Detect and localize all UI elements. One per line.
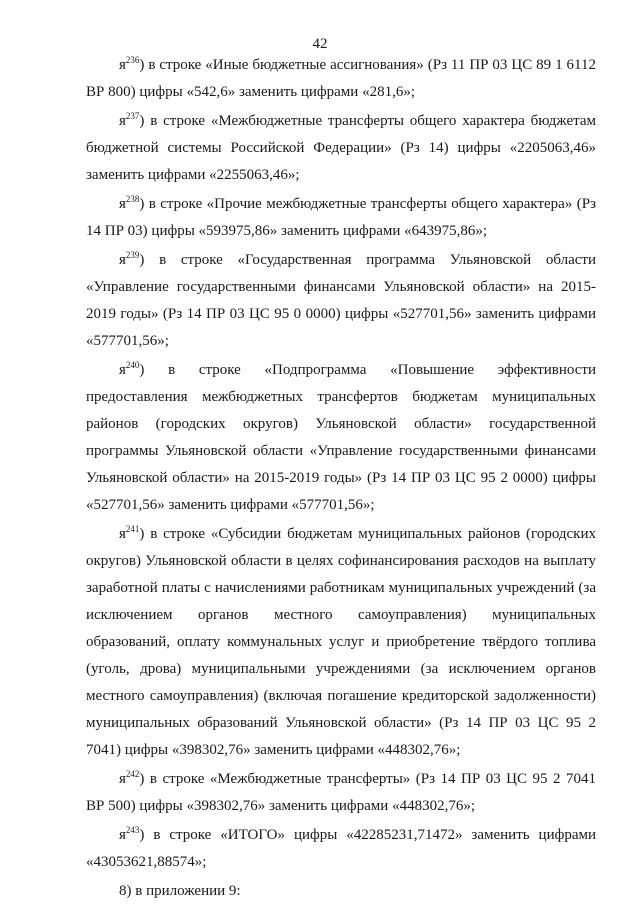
item-letter: я [119, 362, 126, 378]
item-superscript: 238 [125, 194, 140, 204]
item-superscript: 237 [125, 111, 140, 121]
item-letter: я [119, 827, 126, 843]
amendment-item-243 [86, 822, 596, 876]
document-body [86, 52, 596, 907]
item-text: ) в строке «Межбюджетные трансферты общего характера бюджетам бюджетной системы Российской Федерации» (Рз 14) цифры «2205063,46» заменить цифрами «2255063,46»; [86, 113, 596, 183]
item-text: ) в строке «Субсидии бюджетам муниципальных районов (городских округов) Ульяновской области в целях софинансирования расходов на выплату заработной платы с начислениями работникам муниципальных учреждений (за исключением органов местного самоуправления) муниципальных образований, оплату коммунальных услуг и приобретение твёрдого топлива (уголь, дрова) муниципальными учреждениями (за исключением органов местного самоуправления) (включая погашение кредиторской задолженности) муниципальных образований Ульяновской области» (Рз 14 ПР 03 ЦС 95 2 7041) цифры «398302,76» заменить цифрами «448302,76»; [86, 526, 596, 758]
item-letter: я [119, 252, 126, 268]
item-superscript: 242 [125, 769, 140, 779]
amendment-item-238 [86, 191, 596, 245]
item-letter: я [119, 771, 126, 787]
item-superscript: 243 [125, 825, 140, 835]
amendment-item-242 [86, 766, 596, 820]
amendment-item-236 [86, 52, 596, 106]
item-text: ) в строке «Подпрограмма «Повышение эффективности предоставления межбюджетных трансфертов бюджетам муниципальных районов (городских округов) Ульяновской области» государственной программы Ульяновской области «Управление государственными финансами Ульяновской области» на 2015-2019 годы» (Рз 14 ПР 03 ЦС 95 2 0000) цифры «527701,56» заменить цифрами «577701,56»; [86, 362, 596, 513]
amendment-item-239 [86, 247, 596, 355]
item-superscript: 240 [125, 360, 140, 370]
item-text: ) в строке «Прочие межбюджетные трансферты общего характера» (Рз 14 ПР 03) цифры «593975,86» заменить цифрами «643975,86»; [86, 196, 596, 239]
item-text: ) в строке «Государственная программа Ульяновской области «Управление государственными финансами Ульяновской области» на 2015-2019 годы» (Рз 14 ПР 03 ЦС 95 0 0000) цифры «527701,56» заменить цифрами «577701,56»; [86, 252, 596, 349]
item-letter: я [119, 113, 126, 129]
item-letter: я [119, 526, 126, 542]
item-text: ) в строке «ИТОГО» цифры «42285231,71472» заменить цифрами «43053621,88574»; [86, 827, 596, 870]
section-item-8: 8) в приложении 9: [119, 883, 241, 899]
item-superscript: 239 [125, 250, 140, 260]
amendment-item-241 [86, 521, 596, 764]
amendment-item-240 [86, 357, 596, 519]
item-superscript: 236 [125, 55, 140, 65]
amendment-item-237 [86, 108, 596, 189]
page-number: 42 [312, 36, 328, 52]
item-superscript: 241 [125, 524, 140, 534]
item-text: ) в строке «Межбюджетные трансферты» (Рз 14 ПР 03 ЦС 95 2 7041 ВР 500) цифры «398302,76» заменить цифрами «448302,76»; [86, 771, 596, 814]
item-letter: я [119, 196, 126, 212]
item-letter: я [119, 57, 126, 73]
item-text: ) в строке «Иные бюджетные ассигнования» (Рз 11 ПР 03 ЦС 89 1 6112 ВР 800) цифры «542,6» заменить цифрами «281,6»; [86, 57, 596, 100]
